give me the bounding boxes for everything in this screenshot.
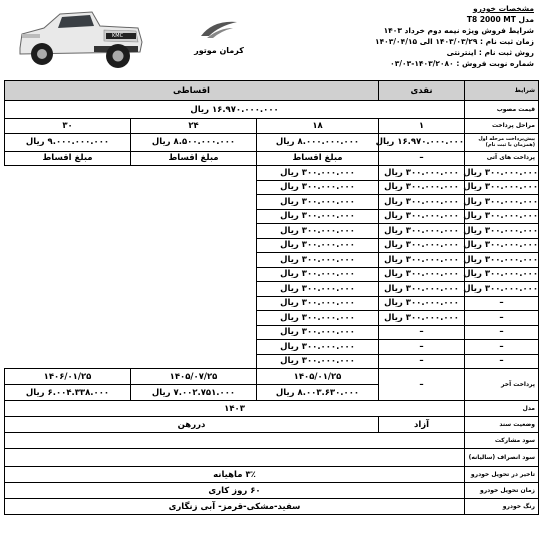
last-date-30: ۱۴۰۶/۰۱/۲۵ xyxy=(5,369,131,385)
cash-header: نقدی xyxy=(379,81,465,101)
stages-plan-24: ۲۴ xyxy=(131,119,257,134)
installment-row xyxy=(5,195,539,210)
installment-24: ۳۰۰.۰۰۰.۰۰۰ ریال xyxy=(379,282,465,297)
prepay-cash: ۱۶.۹۷۰.۰۰۰.۰۰۰ ریال xyxy=(379,133,465,151)
row-prepay xyxy=(5,133,539,151)
installment-24: ۳۰۰.۰۰۰.۰۰۰ ریال xyxy=(379,253,465,268)
installment-row xyxy=(5,253,539,268)
label-installments: پرداخت های آتی xyxy=(465,151,539,166)
installment-row xyxy=(5,296,539,311)
installment-30: ۳۰۰.۰۰۰.۰۰۰ ریال xyxy=(257,311,379,326)
installment-18: ۳۰۰.۰۰۰.۰۰۰ ریال xyxy=(465,195,539,210)
price-value: ۱۶.۹۷۰.۰۰۰.۰۰۰ ریال xyxy=(5,101,465,119)
installment-row xyxy=(5,238,539,253)
sale-number: شماره نوبت فروش : ۱۴۰۳/۲۰۸۰-۰۳/۰۳ xyxy=(390,59,534,68)
last-amount-18: ۸.۰۰۳.۶۳۰.۰۰۰ ریال xyxy=(257,385,379,401)
penalty-value xyxy=(5,449,465,467)
label-prepay xyxy=(465,133,539,151)
installment-24: ۳۰۰.۰۰۰.۰۰۰ ریال xyxy=(379,238,465,253)
car-specs xyxy=(284,3,534,69)
installment-row xyxy=(5,282,539,297)
row-stages xyxy=(5,119,539,134)
delay-value: ۳٪ ماهیانه xyxy=(5,467,465,483)
installment-30: ۳۰۰.۰۰۰.۰۰۰ ریال xyxy=(257,282,379,297)
page-header xyxy=(0,0,540,80)
doc-cash: آزاد xyxy=(379,417,465,433)
installment-24: ۳۰۰.۰۰۰.۰۰۰ ریال xyxy=(379,166,465,181)
installment-18: – xyxy=(465,354,539,369)
registration-time: زمان ثبت نام : ۱۴۰۳/۰۳/۲۹ الی ۱۴۰۳/۰۴/۱۵ xyxy=(375,37,534,46)
installment-18: ۳۰۰.۰۰۰.۰۰۰ ریال xyxy=(465,180,539,195)
installment-row xyxy=(5,267,539,282)
installment-18: – xyxy=(465,296,539,311)
installment-row xyxy=(5,325,539,340)
brand-name: کرمان موتور xyxy=(194,46,244,55)
installment-24: ۳۰۰.۰۰۰.۰۰۰ ریال xyxy=(379,296,465,311)
sale-conditions-table xyxy=(4,80,539,515)
installment-24: – xyxy=(379,340,465,355)
stages-cash: ۱ xyxy=(379,119,465,134)
row-conditions xyxy=(5,81,539,101)
installment-18: ۳۰۰.۰۰۰.۰۰۰ ریال xyxy=(465,238,539,253)
installment-30: ۳۰۰.۰۰۰.۰۰۰ ریال xyxy=(257,209,379,224)
row-color xyxy=(5,499,539,515)
installment-24: ۳۰۰.۰۰۰.۰۰۰ ریال xyxy=(379,224,465,239)
installment-row xyxy=(5,209,539,224)
installment-24: ۳۰۰.۰۰۰.۰۰۰ ریال xyxy=(379,267,465,282)
installment-24: ۳۰۰.۰۰۰.۰۰۰ ریال xyxy=(379,311,465,326)
prepay-plan-18: ۸.۰۰۰.۰۰۰.۰۰۰ ریال xyxy=(257,133,379,151)
installment-30: ۳۰۰.۰۰۰.۰۰۰ ریال xyxy=(257,267,379,282)
last-amount-30: ۶.۰۰۴.۳۳۸.۰۰۰ ریال xyxy=(5,385,131,401)
installment-row xyxy=(5,340,539,355)
delivery-value: ۶۰ روز کاری xyxy=(5,483,465,499)
installment-30: ۳۰۰.۰۰۰.۰۰۰ ریال xyxy=(257,340,379,355)
installment-amount-header: مبلغ اقساط xyxy=(5,151,131,166)
installment-18: ۳۰۰.۰۰۰.۰۰۰ ریال xyxy=(465,166,539,181)
installment-row xyxy=(5,180,539,195)
installment-30: ۳۰۰.۰۰۰.۰۰۰ ریال xyxy=(257,325,379,340)
color-value: سفید-مشکی-قرمز- آبی زنگاری xyxy=(5,499,465,515)
installment-18: ۳۰۰.۰۰۰.۰۰۰ ریال xyxy=(465,267,539,282)
installment-18: ۳۰۰.۰۰۰.۰۰۰ ریال xyxy=(465,253,539,268)
row-last-dates xyxy=(5,369,539,385)
row-delivery xyxy=(5,483,539,499)
installment-24: ۳۰۰.۰۰۰.۰۰۰ ریال xyxy=(379,180,465,195)
installment-30: ۳۰۰.۰۰۰.۰۰۰ ریال xyxy=(257,166,379,181)
prepay-sublabel2: (همزمان با ثبت نام) xyxy=(485,142,536,148)
installment-row xyxy=(5,311,539,326)
stages-plan-30: ۳۰ xyxy=(5,119,131,134)
installment-24: ۳۰۰.۰۰۰.۰۰۰ ریال xyxy=(379,209,465,224)
installment-30: ۳۰۰.۰۰۰.۰۰۰ ریال xyxy=(257,195,379,210)
row-price xyxy=(5,101,539,119)
last-date-24: ۱۴۰۵/۰۷/۲۵ xyxy=(131,369,257,385)
installment-30: ۳۰۰.۰۰۰.۰۰۰ ریال xyxy=(257,253,379,268)
installment-30: ۳۰۰.۰۰۰.۰۰۰ ریال xyxy=(257,180,379,195)
installment-18: – xyxy=(465,311,539,326)
last-cash: – xyxy=(379,369,465,401)
row-doc xyxy=(5,417,539,433)
label-delivery: زمان تحویل خودرو xyxy=(465,483,539,499)
pickup-truck-image xyxy=(14,4,146,70)
installment-18: ۳۰۰.۰۰۰.۰۰۰ ریال xyxy=(465,282,539,297)
profit-value xyxy=(5,433,465,449)
installment-amount-header: مبلغ اقساط xyxy=(131,151,257,166)
installment-row xyxy=(5,166,539,181)
label-color: رنگ خودرو xyxy=(465,499,539,515)
installment-24: ۳۰۰.۰۰۰.۰۰۰ ریال xyxy=(379,195,465,210)
stages-plan-18: ۱۸ xyxy=(257,119,379,134)
installment-row xyxy=(5,224,539,239)
registration-method: روش ثبت نام : اینترنتی xyxy=(446,48,534,57)
label-doc: وضعیت سند xyxy=(465,417,539,433)
label-penalty: سود انصراف (سالیانه) xyxy=(465,449,539,467)
row-delay xyxy=(5,467,539,483)
sale-conditions: شرایط فروش ویژه نیمه دوم خرداد ۱۴۰۳ xyxy=(383,26,534,35)
row-installments-header xyxy=(5,151,539,166)
row-penalty xyxy=(5,449,539,467)
prepay-sublabel: مرحله اول xyxy=(478,136,505,142)
label-delay: تاخیر در تحویل خودرو xyxy=(465,467,539,483)
model-value: ۱۴۰۳ xyxy=(5,401,465,417)
label-profit: سود مشارکت xyxy=(465,433,539,449)
prepay-plan-30: ۹.۰۰۰.۰۰۰.۰۰۰ ریال xyxy=(5,133,131,151)
installment-30: ۳۰۰.۰۰۰.۰۰۰ ریال xyxy=(257,354,379,369)
row-profit xyxy=(5,433,539,449)
label-model: مدل xyxy=(465,401,539,417)
specs-title: مشخصات خودرو xyxy=(473,4,534,13)
installment-30: ۳۰۰.۰۰۰.۰۰۰ ریال xyxy=(257,238,379,253)
installments-cash: – xyxy=(379,151,465,166)
installment-row xyxy=(5,354,539,369)
doc-installment: دررهن xyxy=(5,417,379,433)
label-stages: مراحل پرداخت xyxy=(465,119,539,134)
kerman-motor-logo xyxy=(190,18,248,60)
prepay-label: پیش‌پرداخت xyxy=(505,136,536,142)
installment-amount-header: مبلغ اقساط xyxy=(257,151,379,166)
installment-30: ۳۰۰.۰۰۰.۰۰۰ ریال xyxy=(257,296,379,311)
installment-30: ۳۰۰.۰۰۰.۰۰۰ ریال xyxy=(257,224,379,239)
last-amount-24: ۷.۰۰۲.۷۵۱.۰۰۰ ریال xyxy=(131,385,257,401)
installment-18: ۳۰۰.۰۰۰.۰۰۰ ریال xyxy=(465,224,539,239)
installment-18: – xyxy=(465,340,539,355)
label-last: پرداخت آخر xyxy=(465,369,539,401)
installment-24: – xyxy=(379,354,465,369)
brand-swoosh-icon xyxy=(199,18,239,40)
label-conditions: شرایط xyxy=(465,81,539,101)
car-model: مدل T8 2000 MT xyxy=(466,15,534,24)
last-date-18: ۱۴۰۵/۰۱/۲۵ xyxy=(257,369,379,385)
installment-18: ۳۰۰.۰۰۰.۰۰۰ ریال xyxy=(465,209,539,224)
row-model xyxy=(5,401,539,417)
car-badge: KMC xyxy=(112,33,124,39)
installment-24: – xyxy=(379,325,465,340)
installment-header: اقساطی xyxy=(5,81,379,101)
label-price: قیمت مصوب xyxy=(465,101,539,119)
prepay-plan-24: ۸.۵۰۰.۰۰۰.۰۰۰ ریال xyxy=(131,133,257,151)
installment-18: – xyxy=(465,325,539,340)
